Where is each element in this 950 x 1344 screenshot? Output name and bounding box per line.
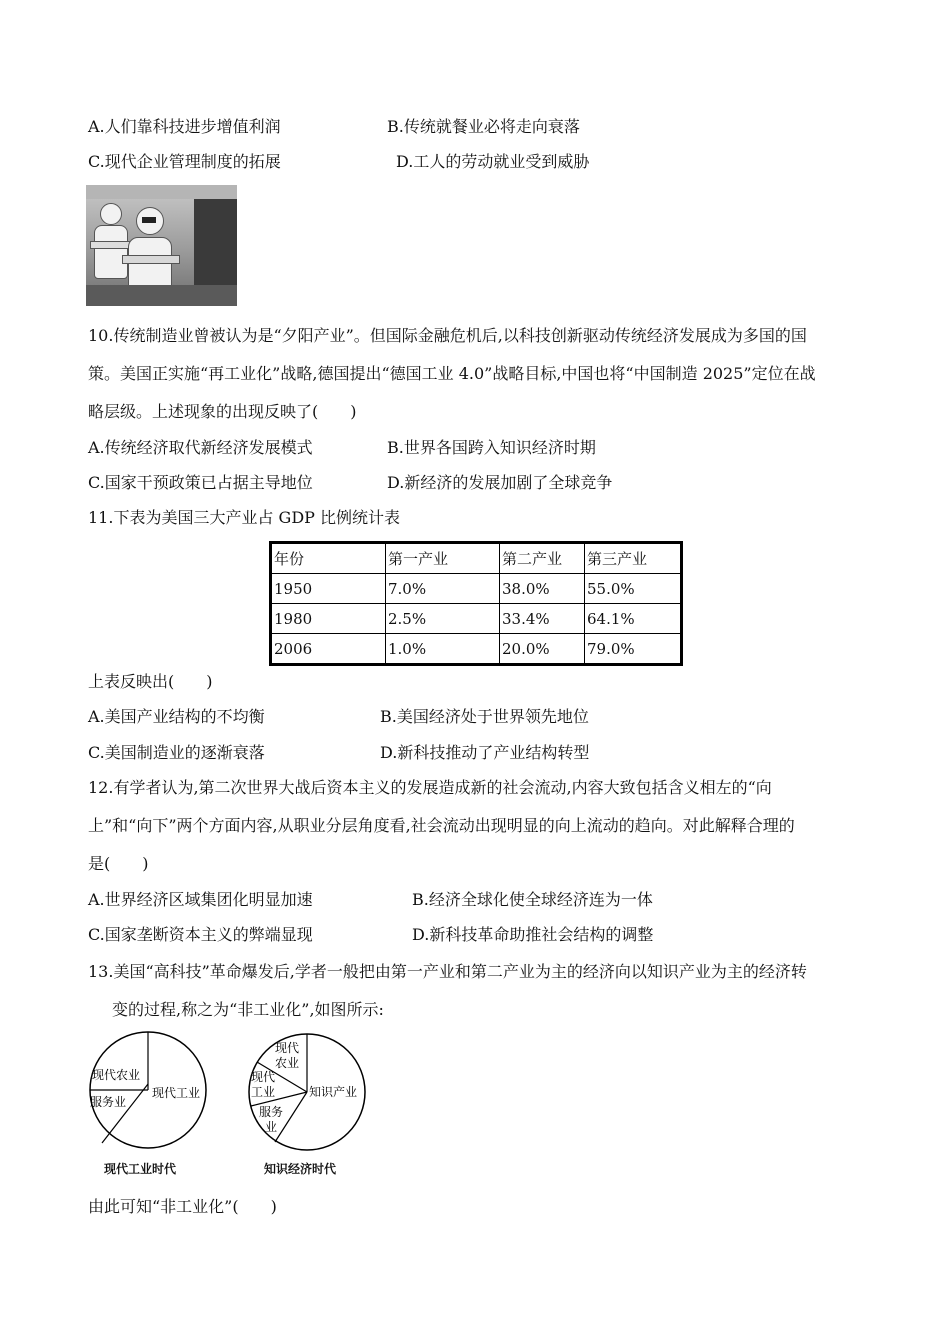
knowledge-era-pie bbox=[245, 1030, 369, 1154]
q10-option-d: D.新经济的发展加剧了全球竞争 bbox=[387, 473, 613, 492]
q12-stem-line1: 12.有学者认为,第二次世界大战后资本主义的发展造成新的社会流动,内容大致包括含义相左的“向 bbox=[88, 778, 772, 797]
table-cell: 79.0% bbox=[585, 634, 682, 665]
q12-stem-line2: 上”和“向下”两个方面内容,从职业分层角度看,社会流动出现明显的向上流动的趋向。对此解释合理的 bbox=[88, 816, 795, 835]
table-cell: 2006 bbox=[271, 634, 386, 665]
pie-label-knowledge-industry: 知识产业 bbox=[309, 1085, 358, 1099]
pie-caption-knowledge-era: 知识经济时代 bbox=[264, 1162, 337, 1176]
q11-follow: 上表反映出( ) bbox=[88, 672, 213, 691]
q10-stem-line3: 略层级。上述现象的出现反映了( ) bbox=[88, 402, 357, 421]
q9-option-d: D.工人的劳动就业受到威胁 bbox=[396, 152, 590, 171]
q10-stem-line2: 策。美国正实施“再工业化”战略,德国提出“德国工业 4.0”战略目标,中国也将“中国制造 2025”定位在战 bbox=[88, 364, 816, 383]
robot-waiter-photo bbox=[86, 185, 237, 306]
pie-label-service: 服务业 bbox=[90, 1095, 127, 1109]
q10-option-c: C.国家干预政策已占据主导地位 bbox=[88, 473, 313, 492]
q11-option-d: D.新科技推动了产业结构转型 bbox=[380, 743, 590, 762]
table-cell: 55.0% bbox=[585, 574, 682, 604]
pie-label-modern-agriculture-1: 现代 bbox=[275, 1041, 300, 1055]
q9-option-c: C.现代企业管理制度的拓展 bbox=[88, 152, 281, 171]
q12-option-a: A.世界经济区域集团化明显加速 bbox=[88, 890, 313, 909]
pie-label-modern-agriculture: 现代农业 bbox=[92, 1068, 141, 1082]
q12-option-d: D.新科技革命助推社会结构的调整 bbox=[412, 925, 654, 944]
q9-option-b: B.传统就餐业必将走向衰落 bbox=[387, 117, 580, 136]
table-header-row bbox=[271, 543, 682, 574]
pie-label-modern-industry-2: 工业 bbox=[251, 1085, 276, 1099]
table-row bbox=[271, 574, 682, 604]
table-header-cell: 第三产业 bbox=[585, 543, 682, 574]
q11-option-a: A.美国产业结构的不均衡 bbox=[88, 707, 265, 726]
table-cell: 1950 bbox=[271, 574, 386, 604]
pie-label-service-2: 业 bbox=[265, 1120, 278, 1134]
q10-stem-line1: 10.传统制造业曾被认为是“夕阳产业”。但国际金融危机后,以科技创新驱动传统经济发展成为多国的国 bbox=[88, 326, 807, 345]
table-cell: 64.1% bbox=[585, 604, 682, 634]
pie-label-modern-industry: 现代工业 bbox=[152, 1086, 201, 1100]
q13-stem-line2: 变的过程,称之为“非工业化”,如图所示: bbox=[112, 1000, 384, 1019]
table-cell: 38.0% bbox=[500, 574, 585, 604]
table-cell: 1.0% bbox=[386, 634, 500, 665]
table-header-cell: 年份 bbox=[271, 543, 386, 574]
q12-option-c: C.国家垄断资本主义的弊端显现 bbox=[88, 925, 313, 944]
table-row bbox=[271, 634, 682, 665]
pie-caption-industrial-era: 现代工业时代 bbox=[104, 1162, 177, 1176]
table-cell: 2.5% bbox=[386, 604, 500, 634]
q9-option-a: A.人们靠科技进步增值利润 bbox=[88, 117, 281, 136]
q10-option-a: A.传统经济取代新经济发展模式 bbox=[88, 438, 313, 457]
pie-label-service-1: 服务 bbox=[259, 1105, 284, 1119]
q11-stem: 11.下表为美国三大产业占 GDP 比例统计表 bbox=[88, 508, 400, 527]
table-cell: 7.0% bbox=[386, 574, 500, 604]
gdp-ratio-table bbox=[269, 541, 683, 666]
pie-label-modern-industry-1: 现代 bbox=[251, 1070, 276, 1084]
industrial-era-pie bbox=[86, 1028, 210, 1152]
table-header-cell: 第二产业 bbox=[500, 543, 585, 574]
table-cell: 20.0% bbox=[500, 634, 585, 665]
pie-label-modern-agriculture-2: 农业 bbox=[275, 1056, 300, 1070]
table-cell: 1980 bbox=[271, 604, 386, 634]
q10-option-b: B.世界各国跨入知识经济时期 bbox=[387, 438, 596, 457]
q12-option-b: B.经济全球化使全球经济连为一体 bbox=[412, 890, 653, 909]
q11-option-c: C.美国制造业的逐渐衰落 bbox=[88, 743, 265, 762]
q13-follow: 由此可知“非工业化”( ) bbox=[88, 1197, 277, 1216]
q13-stem-line1: 13.美国“高科技”革命爆发后,学者一般把由第一产业和第二产业为主的经济向以知识产业为主的经济转 bbox=[88, 962, 807, 981]
table-cell: 33.4% bbox=[500, 604, 585, 634]
q12-stem-line3: 是( ) bbox=[88, 854, 149, 873]
table-header-cell: 第一产业 bbox=[386, 543, 500, 574]
table-row bbox=[271, 604, 682, 634]
q11-option-b: B.美国经济处于世界领先地位 bbox=[380, 707, 589, 726]
